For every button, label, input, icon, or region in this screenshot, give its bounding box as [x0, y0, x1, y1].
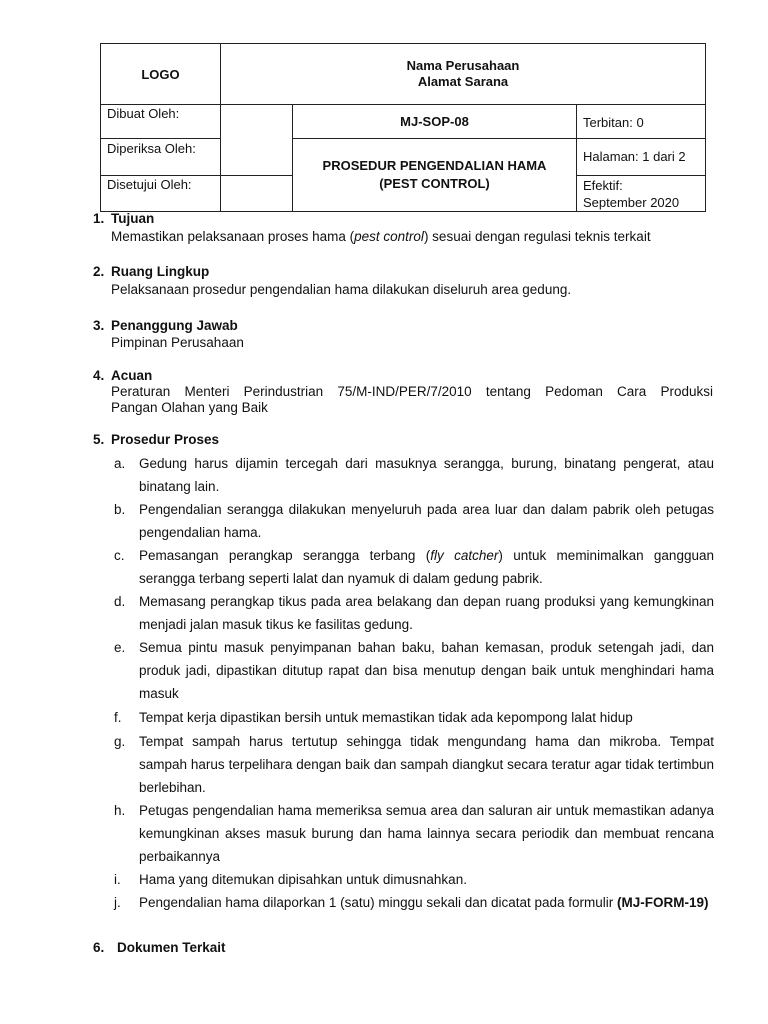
- section-3-title: Penanggung Jawab: [111, 318, 238, 333]
- procedure-text-italic: fly catcher: [430, 548, 499, 563]
- procedure-label: j.: [114, 895, 121, 910]
- procedure-label: h.: [114, 803, 126, 818]
- procedure-label: g.: [114, 734, 126, 749]
- section-6-number: 6.: [93, 940, 105, 955]
- section-3-number: 3.: [93, 318, 105, 333]
- section-1-text-italic: pest control: [354, 229, 424, 244]
- page-number: Halaman: 1 dari 2: [583, 149, 686, 164]
- section-2-number: 2.: [93, 264, 105, 279]
- procedure-text-part: Pengendalian hama dilaporkan 1 (satu) minggu sekali dan dicatat pada formulir: [139, 895, 618, 910]
- section-5-number: 5.: [93, 432, 105, 447]
- section-2-title: Ruang Lingkup: [111, 264, 210, 279]
- procedure-label: b.: [114, 502, 126, 517]
- section-2-text: Pelaksanaan prosedur pengendalian hama dilakukan diseluruh area gedung.: [111, 282, 572, 297]
- approved-by-label: Disetujui Oleh:: [107, 177, 192, 192]
- procedure-text: Memasang perangkap tikus pada area belakang dan depan ruang produksi yang kemungkinan menjadi jalan masuk tikus ke fasilitas gedung.: [139, 594, 714, 632]
- procedure-text: Gedung harus dijamin tercegah dari masuknya serangga, burung, binatang pengerat, atau binatang lain.: [139, 456, 714, 494]
- section-4-number: 4.: [93, 368, 105, 383]
- section-4-text-line2: Pangan Olahan yang Baik: [111, 400, 268, 415]
- document-title: [293, 139, 576, 211]
- section-3-heading: [93, 318, 238, 333]
- section-1-text: [111, 229, 651, 244]
- procedure-label: d.: [114, 594, 126, 609]
- section-1-text-part: Memastikan pelaksanaan proses hama (: [111, 229, 355, 244]
- section-6-heading: [93, 940, 226, 955]
- procedure-text: [139, 891, 714, 914]
- procedure-text: Petugas pengendalian hama memeriksa semua area dan saluran air untuk memastikan adanya kemungkinan akses masuk burung dan hama lainnya secara periodik dan membuat rencana perbaikannya: [139, 803, 714, 864]
- effective-value: September 2020: [583, 195, 680, 210]
- procedure-label: f.: [114, 710, 122, 725]
- form-reference: (MJ-FORM-19): [617, 895, 709, 910]
- effective-label: Efektif:: [583, 178, 623, 193]
- procedure-text-part: Pemasangan perangkap serangga terbang (: [139, 548, 431, 563]
- section-4-heading: [93, 368, 152, 383]
- procedure-label: e.: [114, 640, 126, 655]
- section-3-text: Pimpinan Perusahaan: [111, 335, 244, 350]
- section-1-title: Tujuan: [111, 211, 155, 226]
- procedure-text: [139, 544, 714, 590]
- logo-placeholder: LOGO: [141, 66, 180, 82]
- document-header-table: [100, 43, 706, 212]
- section-5-title: Prosedur Proses: [111, 432, 220, 447]
- section-4-title: Acuan: [111, 368, 153, 383]
- document-code: MJ-SOP-08: [400, 114, 469, 129]
- issue-number: Terbitan: 0: [583, 115, 644, 130]
- procedure-label: a.: [114, 456, 126, 471]
- procedure-label: c.: [114, 548, 125, 563]
- section-1-text-part: ) sesuai dengan regulasi teknis terkait: [423, 229, 651, 244]
- section-1-number: 1.: [93, 211, 105, 226]
- procedure-text: Pengendalian serangga dilakukan menyeluruh pada area luar dan dalam pabrik oleh petugas pengendalian hama.: [139, 502, 714, 540]
- procedure-text: Tempat sampah harus tertutup sehingga tidak mengundang hama dan mikroba. Tempat sampah harus terpelihara dengan baik dan sampah diangkut secara teratur agar tidak tertimbun berlebihan.: [139, 734, 714, 795]
- document-title-line2: (PEST CONTROL): [379, 176, 490, 191]
- procedure-text: Hama yang ditemukan dipisahkan untuk dimusnahkan.: [139, 872, 467, 887]
- procedure-label: i.: [114, 872, 121, 887]
- company-name: Nama Perusahaan: [406, 58, 520, 73]
- section-4-text-line1: Peraturan Menteri Perindustrian 75/M-IND/PER/7/2010 tentang Pedoman Cara Produksi: [111, 384, 713, 399]
- document-title-line1: PROSEDUR PENGENDALIAN HAMA: [322, 158, 547, 173]
- section-2-heading: [93, 264, 209, 279]
- effective-date: [583, 177, 679, 211]
- made-by-label: Dibuat Oleh:: [107, 106, 180, 121]
- company-address: Alamat Sarana: [417, 74, 509, 89]
- procedure-text-part: ) untuk meminimalkan gangguan serangga terbang seperti lalat dan nyamuk di dalam gedung pabrik.: [139, 548, 714, 586]
- section-1-heading: [93, 211, 154, 226]
- section-6-title: Dokumen Terkait: [117, 940, 226, 955]
- company-info: [221, 44, 705, 104]
- section-5-heading: [93, 432, 219, 447]
- checked-by-label: Diperiksa Oleh:: [107, 141, 196, 156]
- procedure-text: Semua pintu masuk penyimpanan bahan baku, bahan kemasan, produk setengah jadi, dan produk jadi, dipastikan ditutup rapat dan bisa menutup dengan baik untuk menghindari hama masuk: [139, 640, 714, 701]
- procedure-text: Tempat kerja dipastikan bersih untuk memastikan tidak ada kepompong lalat hidup: [139, 710, 633, 725]
